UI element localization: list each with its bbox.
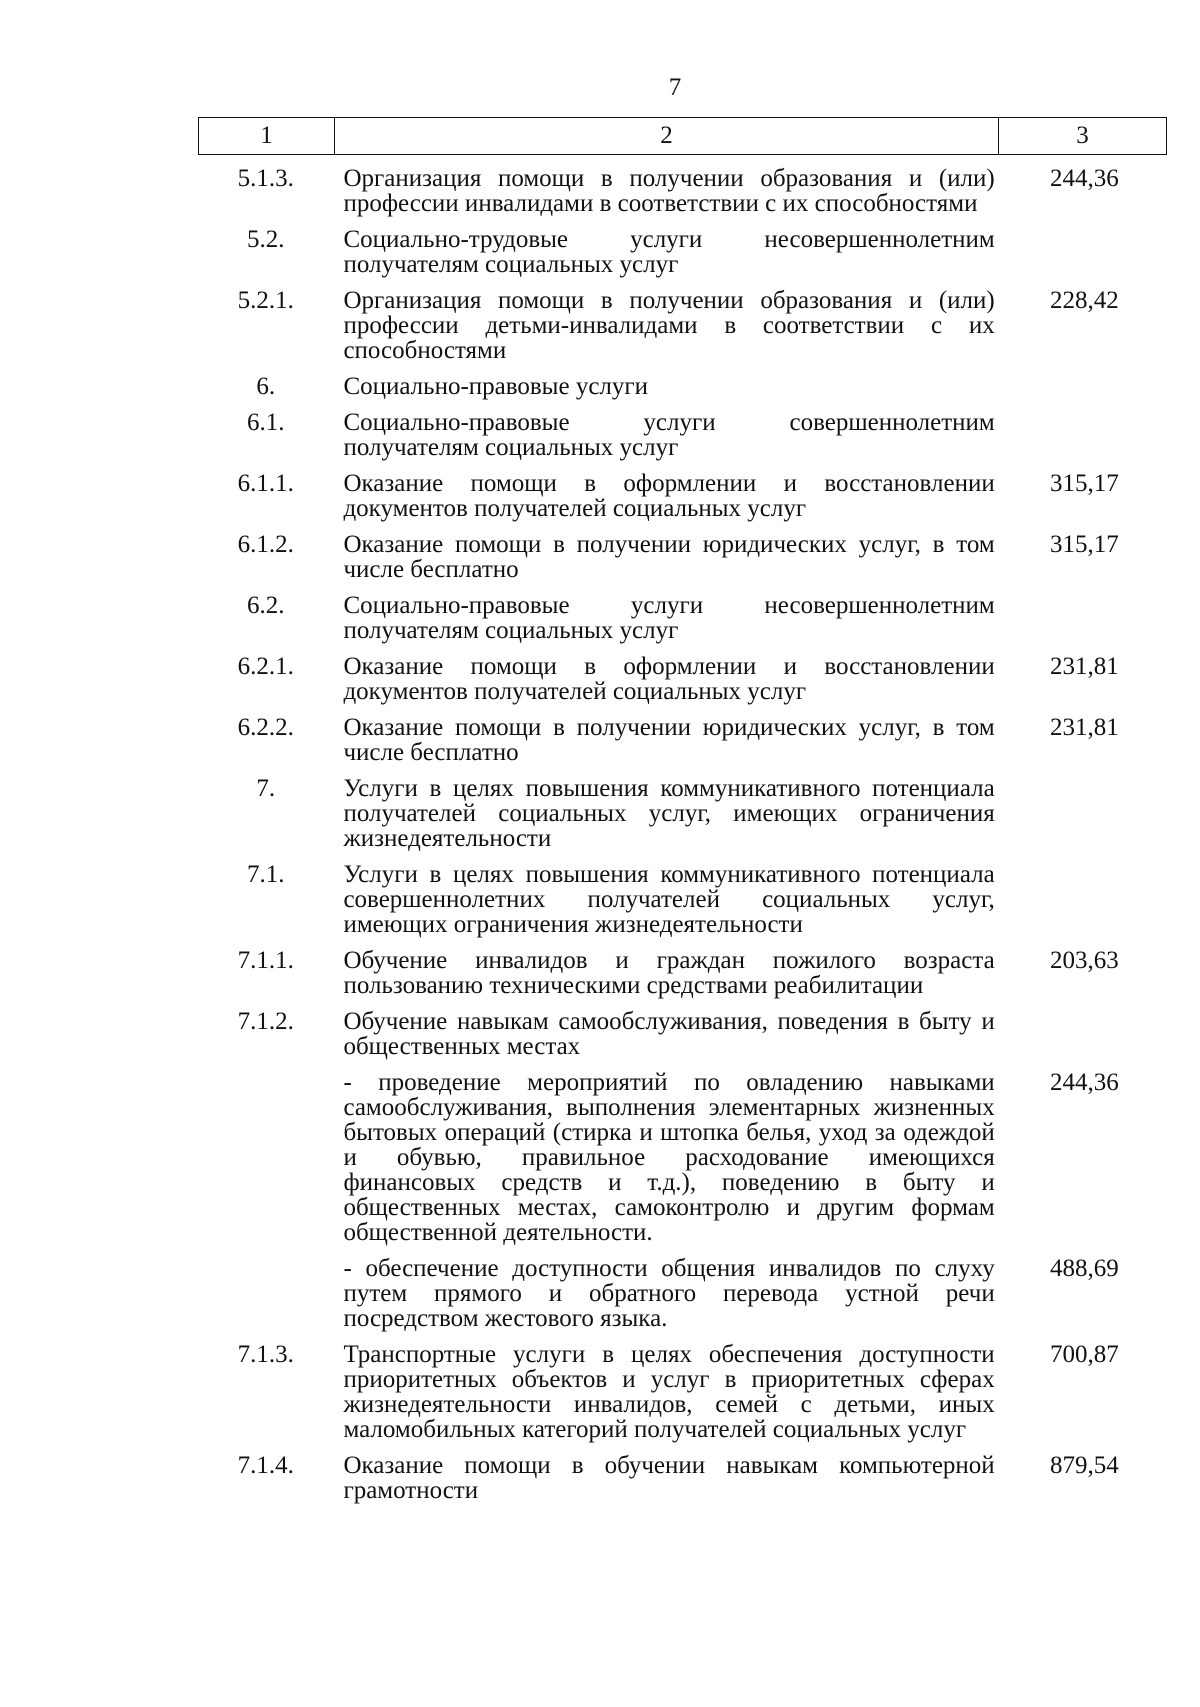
table-row xyxy=(198,1009,1166,1059)
row-description: Оказание помощи в получении юридических услуг, в том числе бесплатно xyxy=(343,531,995,583)
table-row xyxy=(198,288,1166,363)
row-description: Транспортные услуги в целях обеспечения доступности приоритетных объектов и услуг в приоритетных сферах жизнедеятельности инвалидов, семей с детьми, иных маломобильных категорий получателей социальных услуг xyxy=(343,1341,995,1443)
column-header-row xyxy=(199,118,1167,155)
row-number: 6.1.1. xyxy=(237,470,294,497)
table-row xyxy=(198,715,1166,765)
row-price: 879,54 xyxy=(1049,1452,1119,1479)
table-row xyxy=(198,410,1166,460)
row-description: - обеспечение доступности общения инвалидов по слуху путем прямого и обратного перевода устной речи посредством жестового языка. xyxy=(343,1255,995,1332)
row-price: 700,87 xyxy=(1049,1341,1119,1368)
row-price: 488,69 xyxy=(1049,1255,1119,1282)
row-description: Социально-правовые услуги xyxy=(343,373,649,400)
row-number: 5.2.1. xyxy=(237,287,294,314)
column-header-table xyxy=(198,117,1167,155)
row-number: 6. xyxy=(256,373,276,400)
row-number: 6.2.1. xyxy=(237,653,294,680)
row-description: Обучение инвалидов и граждан пожилого возраста пользованию техническими средствами реабилитации xyxy=(343,947,995,999)
column-header-service: 2 xyxy=(335,118,999,155)
row-number: 6.1.2. xyxy=(237,531,294,558)
row-number: 7.1.4. xyxy=(237,1452,294,1479)
services-list xyxy=(198,166,1166,1514)
row-price: 315,17 xyxy=(1049,531,1119,558)
table-row xyxy=(198,862,1166,937)
row-description: Оказание помощи в получении юридических услуг, в том числе бесплатно xyxy=(343,714,995,766)
row-description: Организация помощи в получении образования и (или) профессии инвалидами в соответствии с их способностями xyxy=(343,165,995,217)
table-row xyxy=(198,1070,1166,1245)
table-row xyxy=(198,471,1166,521)
row-price: 203,63 xyxy=(1049,947,1119,974)
row-number: 6.1. xyxy=(246,409,285,436)
row-number: 7. xyxy=(256,775,276,802)
table-row xyxy=(198,166,1166,216)
row-number: 7.1.3. xyxy=(237,1341,294,1368)
row-number: 6.2. xyxy=(246,592,285,619)
row-description: Оказание помощи в оформлении и восстановлении документов получателей социальных услуг xyxy=(343,653,995,705)
table-row xyxy=(198,1453,1166,1503)
row-description: Оказание помощи в оформлении и восстановлении документов получателей социальных услуг xyxy=(343,470,995,522)
table-row xyxy=(198,776,1166,851)
table-row xyxy=(198,593,1166,643)
row-description: Услуги в целях повышения коммуникативного потенциала получателей социальных услуг, имеющих ограничения жизнедеятельности xyxy=(343,775,995,852)
row-number: 6.2.2. xyxy=(237,714,294,741)
row-number: 5.2. xyxy=(246,226,285,253)
table-row xyxy=(198,948,1166,998)
row-price: 244,36 xyxy=(1049,1069,1119,1096)
column-header-price: 3 xyxy=(999,118,1167,155)
row-description: Социально-правовые услуги несовершеннолетним получателям социальных услуг xyxy=(343,592,995,644)
row-number: 7.1.2. xyxy=(237,1008,294,1035)
row-description: - проведение мероприятий по овладению навыками самообслуживания, выполнения элементарных жизненных бытовых операций (стирка и штопка белья, уход за одеждой и обувью, правильное расходование имеющихся финансовых средств и т.д.), поведению в быту и общественных местах, самоконтролю и другим формам общественной деятельности. xyxy=(343,1069,995,1246)
row-number: 5.1.3. xyxy=(237,165,294,192)
row-number: 7.1. xyxy=(246,861,285,888)
row-number: 7.1.1. xyxy=(237,947,294,974)
row-price: 231,81 xyxy=(1049,653,1119,680)
row-description: Оказание помощи в обучении навыкам компьютерной грамотности xyxy=(343,1452,995,1504)
table-row xyxy=(198,374,1166,399)
row-description: Обучение навыкам самообслуживания, поведения в быту и общественных местах xyxy=(343,1008,995,1060)
row-price: 315,17 xyxy=(1049,470,1119,497)
row-price: 231,81 xyxy=(1049,714,1119,741)
table-row xyxy=(198,1256,1166,1331)
column-header-number: 1 xyxy=(199,118,335,155)
table-row xyxy=(198,1342,1166,1442)
table-row xyxy=(198,227,1166,277)
row-description: Социально-трудовые услуги несовершеннолетним получателям социальных услуг xyxy=(343,226,995,278)
page-number: 7 xyxy=(668,74,682,101)
table-row xyxy=(198,654,1166,704)
row-price: 228,42 xyxy=(1049,287,1119,314)
row-description: Услуги в целях повышения коммуникативного потенциала совершеннолетних получателей социальных услуг, имеющих ограничения жизнедеятельности xyxy=(343,861,995,938)
table-row xyxy=(198,532,1166,582)
row-price: 244,36 xyxy=(1049,165,1119,192)
row-description: Социально-правовые услуги совершеннолетним получателям социальных услуг xyxy=(343,409,995,461)
row-description: Организация помощи в получении образования и (или) профессии детьми-инвалидами в соответствии с их способностями xyxy=(343,287,995,364)
